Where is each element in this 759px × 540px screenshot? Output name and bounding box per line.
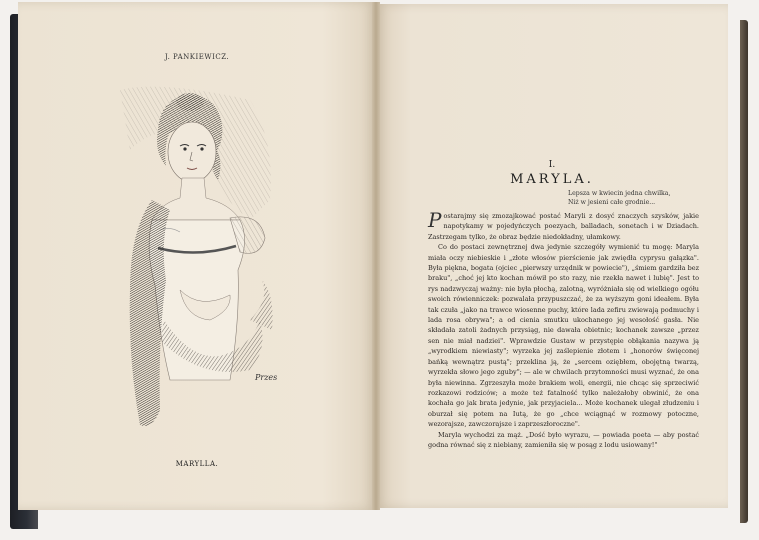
book-cover-edge-right	[740, 20, 748, 523]
epigraph-line: Niż w jesieni całe grodnie...	[568, 198, 656, 206]
running-head: J. PANKIEWICZ.	[164, 53, 230, 61]
paragraph-text: ostarajmy się zmozajkować postać Maryli z dosyć znaczych szysków, jakie napotykamy w pojedyńczych poezyach, balladach, sonetach i w Dziadach. Zastrzegam tylko, że obraz będzie niedokładny, ułamkowy.	[428, 212, 699, 241]
paragraph	[428, 208, 699, 242]
artist-signature: Przes	[255, 373, 278, 382]
portrait-caption: MARYLLA.	[175, 460, 219, 468]
portrait-illustration	[100, 80, 300, 455]
chapter-number: I.	[548, 160, 556, 170]
drop-cap: P	[428, 208, 442, 232]
paragraph: Maryla wychodzi za mąż. „Dość było wyrazu, — powiada poeta — aby postać godna równać się z niebiany, zamieniła się w posąg z lodu usiowany!"	[428, 430, 699, 449]
book-gutter	[372, 2, 380, 510]
paragraph: Co do postaci zewnętrznej dwa jedynie szczegóły wymienić tu mogę: Maryla miała oczy niebieskie i „złote włosów pierścienie jak zwiędła cyprysu gałązka". Była piękna, bogata (ojciec „pierwszy urzędnik w powiecie"), „śmiem gardziła bez braku", „choć jej kto kochan mówił po sto razy, nie rzekła nawet i lubię". Jest to rys nadzwyczaj ważny: nie była płochą, zalotną, wyróżniała się od wielkiego ogółu swoich rówienniczek: pozwalała przypuszczać, że za wyższym goni ideałem. Była tak czuła „jako na trawce wiosenne puchy, które lada zefiru zwiewają podmuchy i lada rosa obrywa"; a od cienia smutku ukochanego jej wesołość gasła. Nie składała zatoli żadnych przysiąg, nie dawała obietnic; kochanek zawsze „przez sen nie miał nadziei". Wprawdzie Gustaw w przystępie obłąkania nazywa ją „wyrodkiem niewiasty"; wyrzeka jej zaślepienie złotem i „honorów święconej bańką wewnątrz pustą"; przeklina ją, że „sercem oziębłem, obojętną twarzą, wyrzekła słowo jego zguby"; — ale w chwilach przytomności musi wyznać, że ona była niewinna. Zgrzeszyła może brakiem woli, energii, nie chcąc się sprzeciwić rozkazowi rodziców; a może też fatalność tylko należałoby obwinić, że ona kochała go jak brata jedynie, jak przyjaciela... Może kochanek ulegał złudzeniu i oburzał się potem na Iutą, że go „chce wciągnąć w rozmowy potoczne, wezorajsze, zawczorajsze i zaprzeszłoroczne".	[428, 243, 699, 429]
chapter-body	[428, 208, 699, 450]
chapter-title: MARYLA.	[510, 172, 594, 187]
epigraph	[568, 190, 718, 207]
epigraph-line: Lepsza w kwiecin jedna chwilka,	[568, 190, 671, 197]
